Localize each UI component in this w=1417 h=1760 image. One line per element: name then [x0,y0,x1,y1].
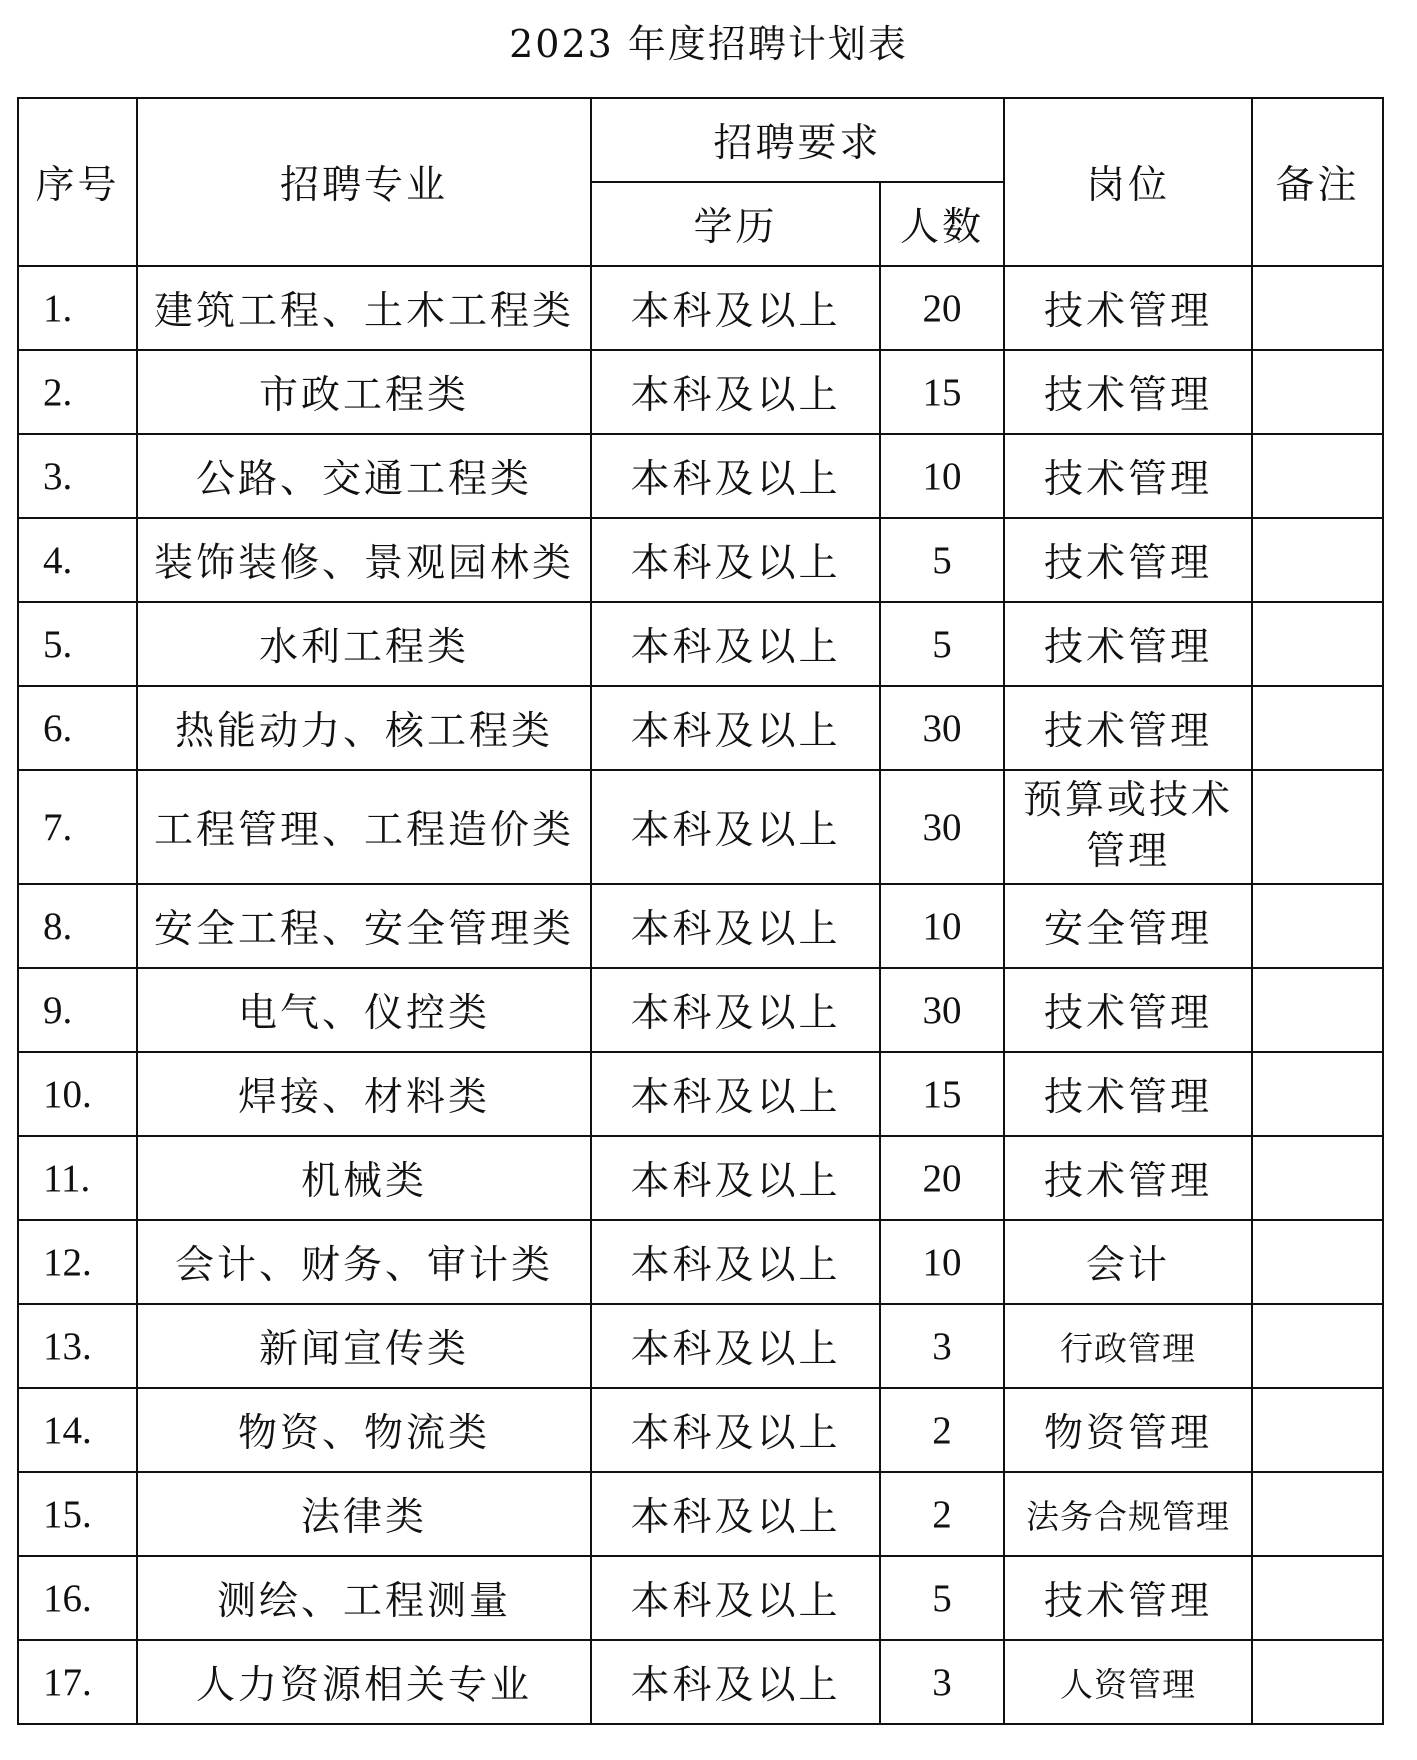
row-count: 30 [880,686,1004,770]
row-education: 本科及以上 [591,434,880,518]
row-count: 3 [880,1640,1004,1724]
row-education: 本科及以上 [591,884,880,968]
recruitment-plan-table [17,97,1384,1725]
row-major: 公路、交通工程类 [137,434,591,518]
row-seq: 15. [18,1472,137,1556]
row-count: 10 [880,884,1004,968]
row-count: 5 [880,518,1004,602]
row-remarks [1252,602,1383,686]
row-education: 本科及以上 [591,1388,880,1472]
row-count: 3 [880,1304,1004,1388]
row-position: 技术管理 [1004,266,1252,350]
table-row [18,968,1383,1052]
row-count: 2 [880,1388,1004,1472]
row-seq: 3. [18,434,137,518]
row-remarks [1252,1052,1383,1136]
row-major: 水利工程类 [137,602,591,686]
row-major: 焊接、材料类 [137,1052,591,1136]
row-remarks [1252,968,1383,1052]
row-major: 热能动力、核工程类 [137,686,591,770]
row-remarks [1252,350,1383,434]
row-remarks [1252,518,1383,602]
row-count: 10 [880,434,1004,518]
row-major: 机械类 [137,1136,591,1220]
row-education: 本科及以上 [591,686,880,770]
row-major: 法律类 [137,1472,591,1556]
row-seq: 10. [18,1052,137,1136]
row-education: 本科及以上 [591,266,880,350]
row-major: 物资、物流类 [137,1388,591,1472]
row-education: 本科及以上 [591,770,880,884]
row-count: 15 [880,350,1004,434]
row-education: 本科及以上 [591,518,880,602]
row-count: 30 [880,770,1004,884]
row-seq: 13. [18,1304,137,1388]
row-seq: 11. [18,1136,137,1220]
row-position: 会计 [1004,1220,1252,1304]
table-header [18,98,1383,266]
table-row [18,1388,1383,1472]
row-position: 技术管理 [1004,1136,1252,1220]
header-seq: 序号 [18,98,137,266]
row-seq: 17. [18,1640,137,1724]
row-education: 本科及以上 [591,1220,880,1304]
row-count: 20 [880,266,1004,350]
row-major: 新闻宣传类 [137,1304,591,1388]
row-seq: 1. [18,266,137,350]
row-education: 本科及以上 [591,1304,880,1388]
table-row [18,686,1383,770]
header-position: 岗位 [1004,98,1252,266]
row-count: 15 [880,1052,1004,1136]
row-major: 电气、仪控类 [137,968,591,1052]
row-seq: 7. [18,770,137,884]
row-remarks [1252,1304,1383,1388]
row-education: 本科及以上 [591,350,880,434]
row-major: 会计、财务、审计类 [137,1220,591,1304]
row-position: 技术管理 [1004,1556,1252,1640]
header-major: 招聘专业 [137,98,591,266]
row-remarks [1252,686,1383,770]
page-title: 2023 年度招聘计划表 [509,22,908,66]
row-remarks [1252,770,1383,884]
row-count: 10 [880,1220,1004,1304]
table-row [18,602,1383,686]
row-education: 本科及以上 [591,1136,880,1220]
row-remarks [1252,1388,1383,1472]
header-count: 人数 [880,182,1004,266]
row-remarks [1252,1556,1383,1640]
row-position: 安全管理 [1004,884,1252,968]
row-count: 5 [880,602,1004,686]
row-remarks [1252,1136,1383,1220]
table-row [18,1640,1383,1724]
row-education: 本科及以上 [591,1556,880,1640]
header-requirements: 招聘要求 [591,98,1004,182]
row-count: 30 [880,968,1004,1052]
row-count: 5 [880,1556,1004,1640]
row-education: 本科及以上 [591,1472,880,1556]
table-row [18,434,1383,518]
row-seq: 9. [18,968,137,1052]
row-remarks [1252,434,1383,518]
row-seq: 12. [18,1220,137,1304]
row-position: 预算或技术管理 [1004,770,1252,884]
table-body [18,266,1383,1724]
row-major: 市政工程类 [137,350,591,434]
row-seq: 5. [18,602,137,686]
table-row [18,1304,1383,1388]
row-major: 工程管理、工程造价类 [137,770,591,884]
row-education: 本科及以上 [591,1640,880,1724]
row-seq: 4. [18,518,137,602]
row-education: 本科及以上 [591,1052,880,1136]
row-count: 20 [880,1136,1004,1220]
table-row [18,350,1383,434]
row-remarks [1252,884,1383,968]
row-position: 技术管理 [1004,968,1252,1052]
row-count: 2 [880,1472,1004,1556]
row-seq: 8. [18,884,137,968]
row-major: 建筑工程、土木工程类 [137,266,591,350]
row-position: 技术管理 [1004,602,1252,686]
table-row [18,1136,1383,1220]
row-major: 测绘、工程测量 [137,1556,591,1640]
header-education: 学历 [591,182,880,266]
row-position: 技术管理 [1004,518,1252,602]
table-row [18,1556,1383,1640]
table-row [18,1052,1383,1136]
table-row [18,266,1383,350]
row-seq: 16. [18,1556,137,1640]
header-remarks: 备注 [1252,98,1383,266]
row-position: 技术管理 [1004,1052,1252,1136]
row-major: 装饰装修、景观园林类 [137,518,591,602]
table-row [18,1472,1383,1556]
row-position: 技术管理 [1004,686,1252,770]
row-position: 法务合规管理 [1004,1472,1252,1556]
row-major: 人力资源相关专业 [137,1640,591,1724]
row-remarks [1252,1640,1383,1724]
row-education: 本科及以上 [591,602,880,686]
row-seq: 2. [18,350,137,434]
row-seq: 14. [18,1388,137,1472]
row-seq: 6. [18,686,137,770]
row-major: 安全工程、安全管理类 [137,884,591,968]
table-row [18,1220,1383,1304]
row-position: 技术管理 [1004,434,1252,518]
row-remarks [1252,1472,1383,1556]
table-row [18,518,1383,602]
row-position: 物资管理 [1004,1388,1252,1472]
row-position: 行政管理 [1004,1304,1252,1388]
row-position: 人资管理 [1004,1640,1252,1724]
table-row [18,770,1383,884]
row-position: 技术管理 [1004,350,1252,434]
table-row [18,884,1383,968]
row-remarks [1252,266,1383,350]
row-remarks [1252,1220,1383,1304]
row-education: 本科及以上 [591,968,880,1052]
